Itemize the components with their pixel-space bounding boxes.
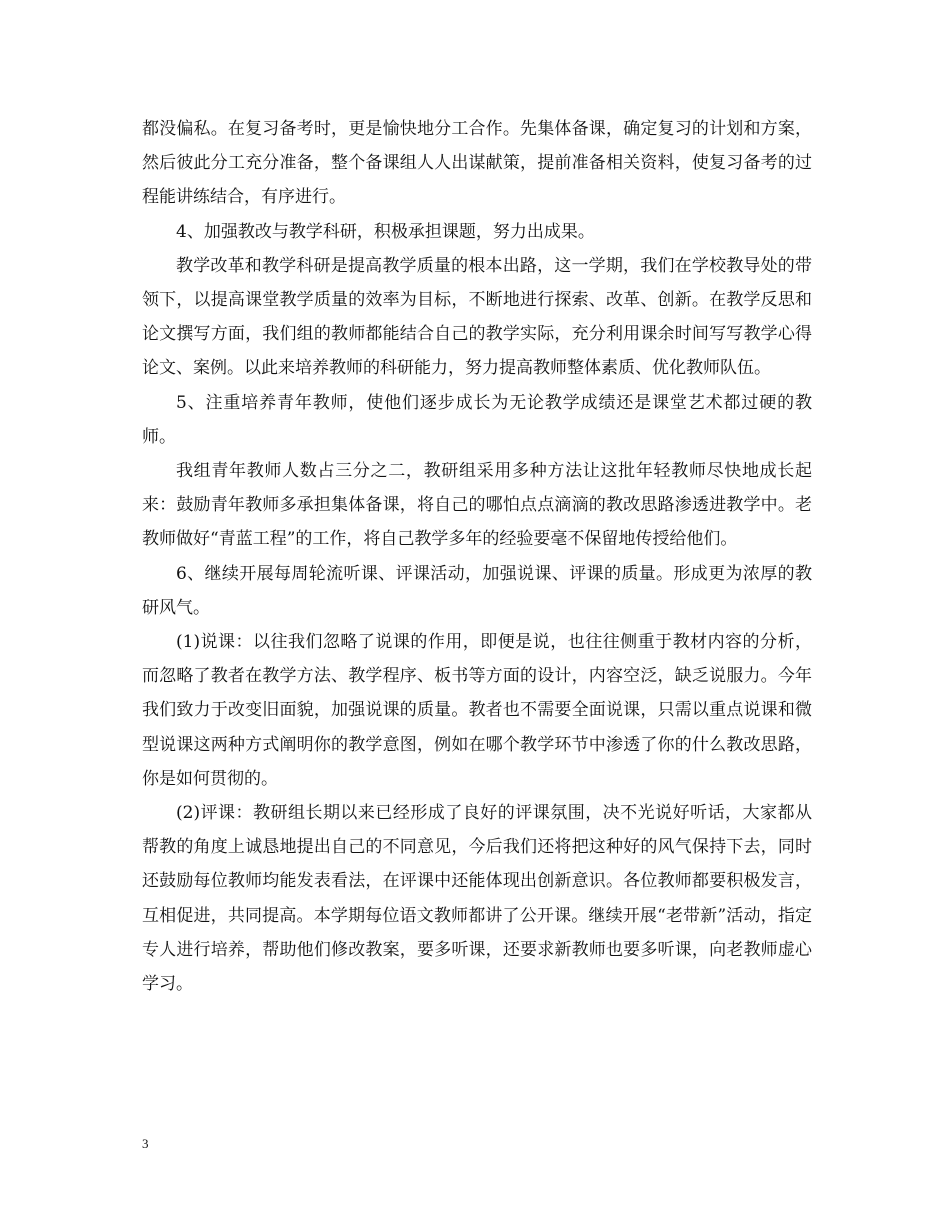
paragraph-lesson-presentation: (1)说课：以往我们忽略了说课的作用，即便是说，也往往侧重于教材内容的分析，而忽略了教者在教学方法、教学程序、板书等方面的设计，内容空泛，缺乏说服力。今年我们致力于改变旧面貌，加强说课的质量。教者也不需要全面说课，只需以重点说课和微型说课这两种方式阐明你的教学意图，例如在哪个教学环节中渗透了你的什么教改思路，你是如何贯彻的。 xyxy=(142,632,812,789)
paragraph-lesson-evaluation: (2)评课：教研组长期以来已经形成了良好的评课氛围，决不光说好听话，大家都从帮教的角度上诚恳地提出自己的不同意见，今后我们还将把这种好的风气保持下去，同时还鼓励每位教师均能发表看法，在评课中还能体现出创新意识。各位教师都要积极发言，互相促进，共同提高。本学期每位语文教师都讲了公开课。继续开展“老带新”活动，指定专人进行培养，帮助他们修改教案，要多听课，还要求新教师也要多听课，向老教师虚心学习。 xyxy=(142,803,812,995)
heading-item-5: 5、注重培养青年教师，使他们逐步成长为无论教学成绩还是课堂艺术都过硬的教师。 xyxy=(142,392,812,447)
paragraph-young-teachers: 我组青年教师人数占三分之二，教研组采用多种方法让这批年轻教师尽快地成长起来：鼓励青年教师多承担集体备课，将自己的哪怕点点滴滴的教改思路渗透进教学中。老教师做好“青蓝工程”的工作，将自己教学多年的经验要毫不保留地传授给他们。 xyxy=(142,461,812,550)
paragraph-continuation: 都没偏私。在复习备考时，更是愉快地分工合作。先集体备课，确定复习的计划和方案，然后彼此分工充分准备，整个备课组人人出谋献策，提前准备相关资料，使复习备考的过程能讲练结合，有序进行。 xyxy=(142,119,812,208)
document-body xyxy=(142,112,812,1001)
heading-item-4: 4、加强教改与教学科研，积极承担课题，努力出成果。 xyxy=(176,221,595,242)
paragraph-teaching-research: 教学改革和教学科研是提高教学质量的根本出路，这一学期，我们在学校教导处的带领下，以提高课堂教学质量的效率为目标，不断地进行探索、改革、创新。在教学反思和论文撰写方面，我们组的教师都能结合自己的教学实际，充分利用课余时间写写教学心得论文、案例。以此来培养教师的科研能力，努力提高教师整体素质、优化教师队伍。 xyxy=(142,255,812,379)
page-number: 3 xyxy=(142,1136,149,1151)
heading-item-6: 6、继续开展每周轮流听课、评课活动，加强说课、评课的质量。形成更为浓厚的教研风气。 xyxy=(142,563,812,618)
